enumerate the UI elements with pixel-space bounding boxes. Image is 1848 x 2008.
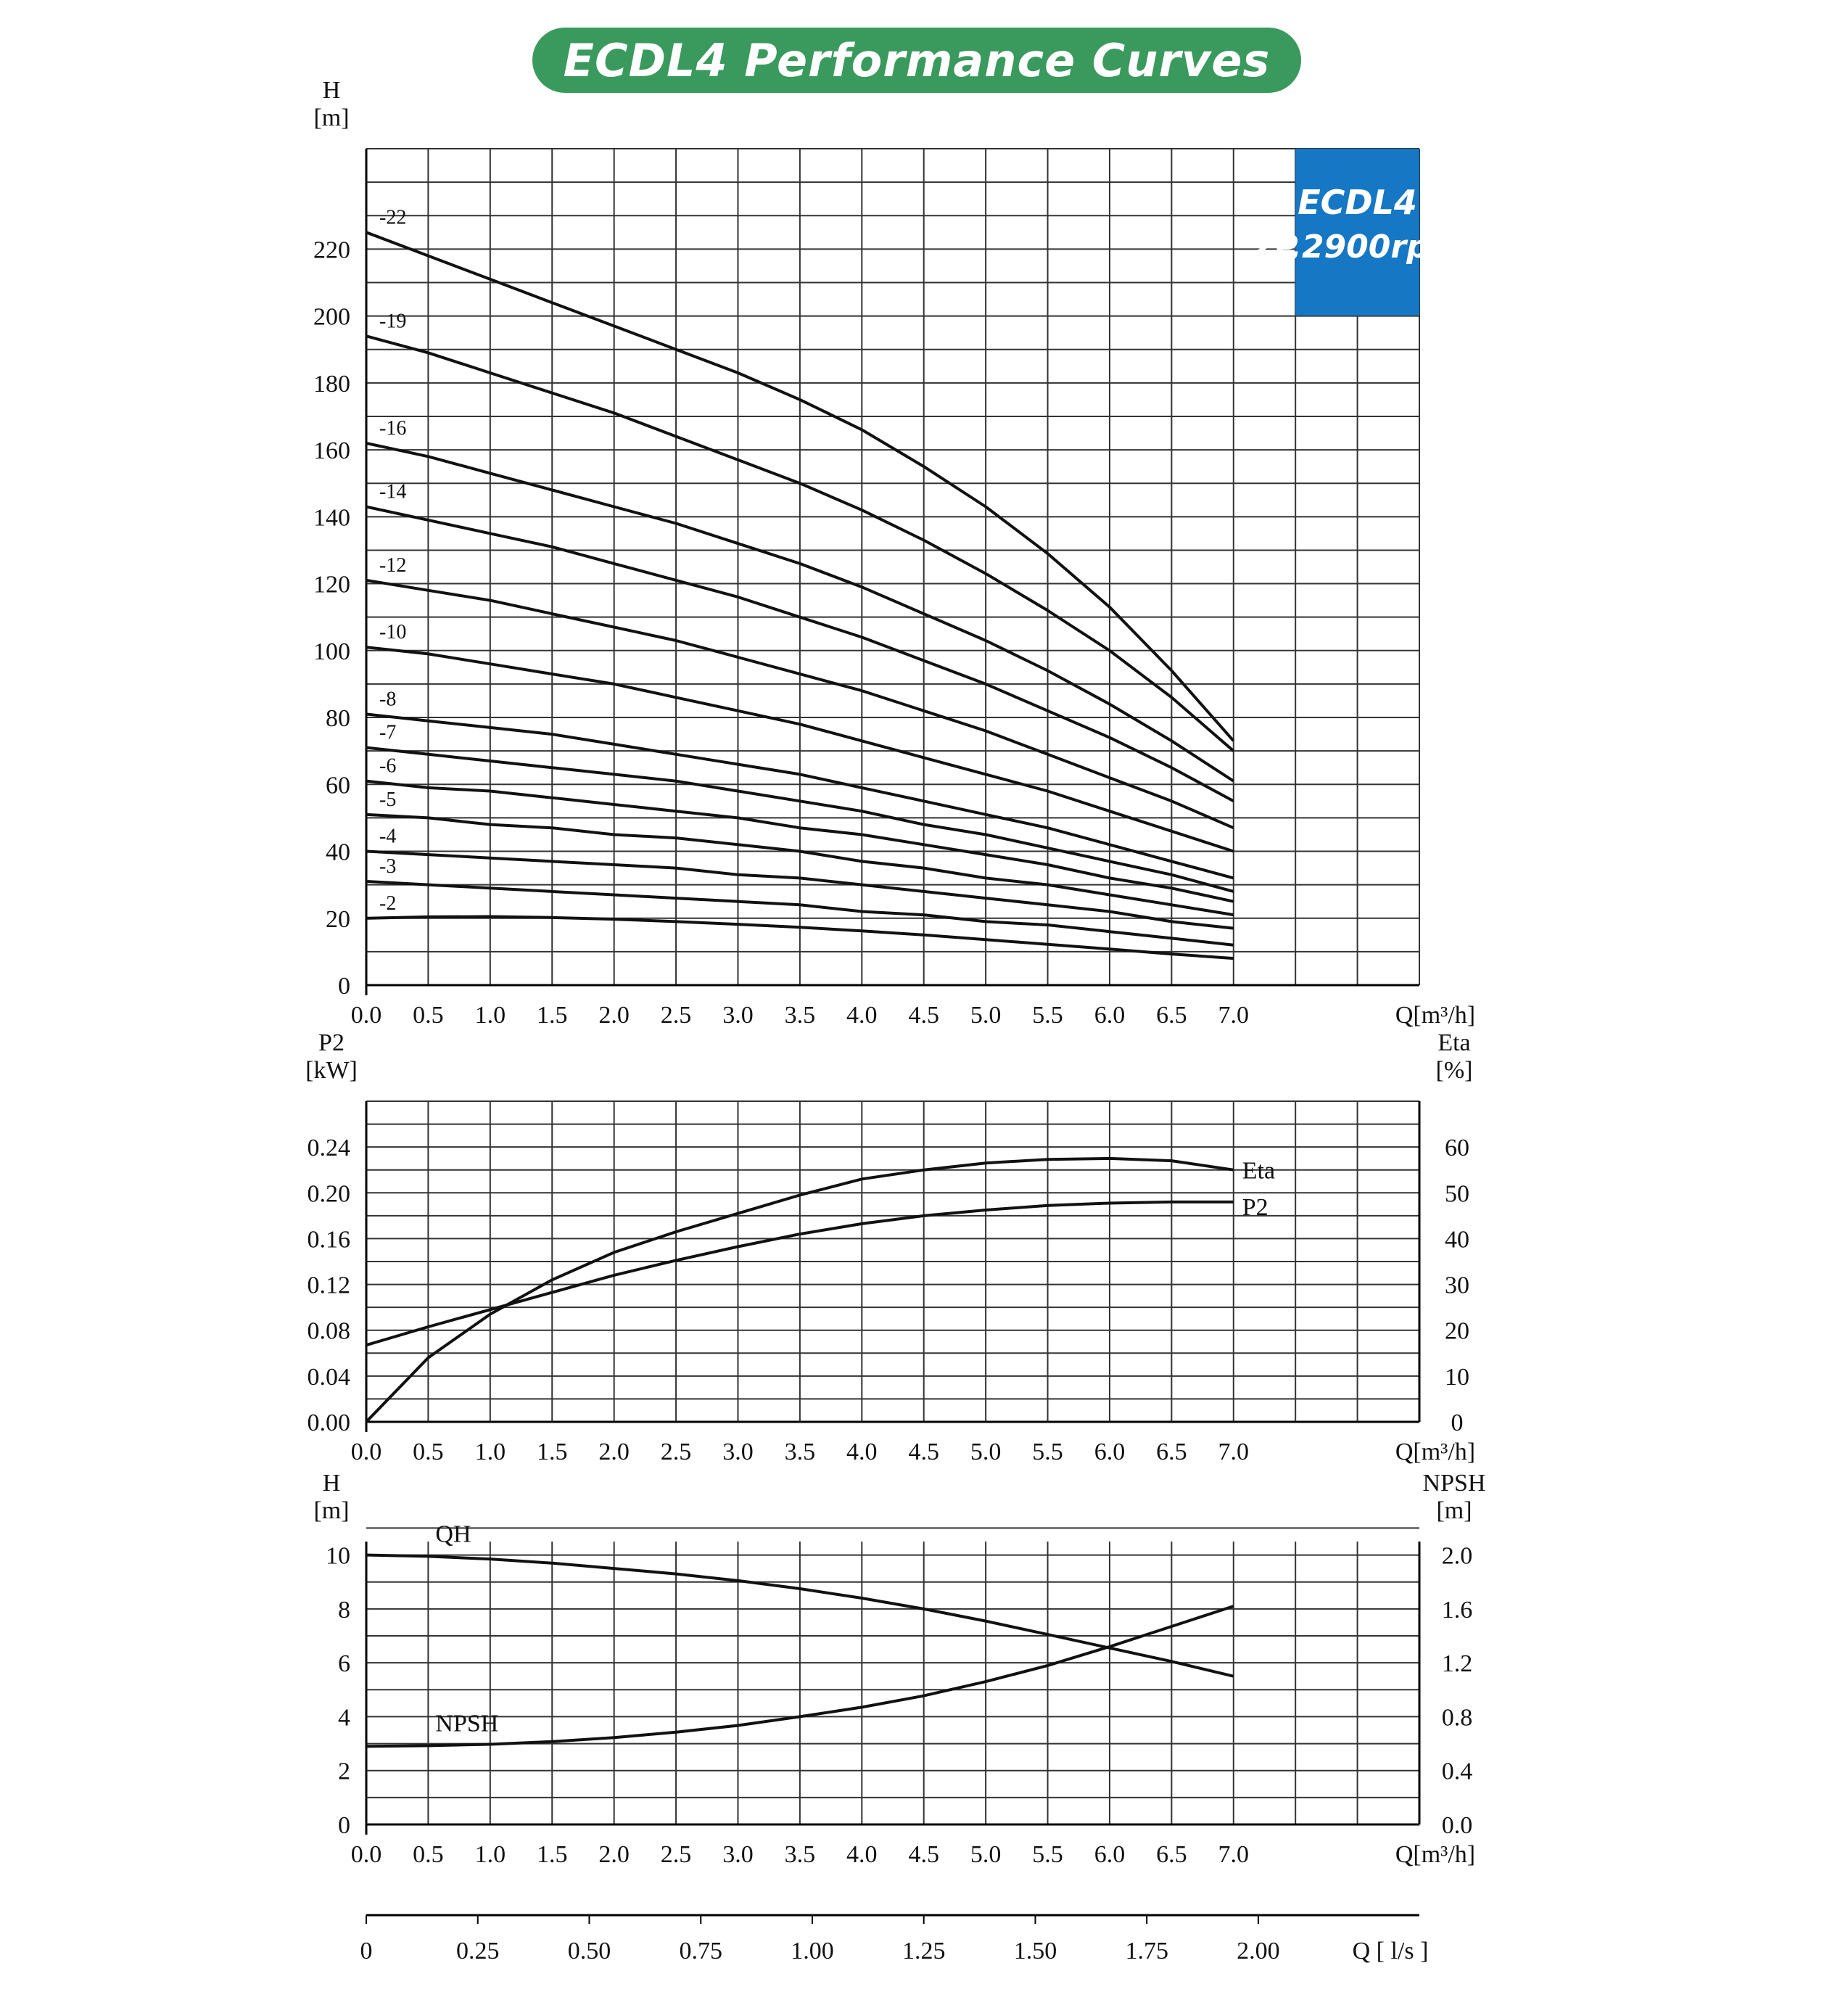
y2-tick-label: 60 [1445, 1135, 1469, 1162]
y-tick-label: 0.04 [307, 1363, 350, 1391]
stage-label: -7 [379, 721, 397, 744]
y-tick-label: 180 [313, 370, 350, 398]
series-label: NPSH [435, 1710, 499, 1737]
x-tick-label: 0.0 [350, 1439, 382, 1465]
secondary-x-axis-label: Q [ l/s ] [1352, 1938, 1429, 1964]
y2-axis-unit: [m] [1436, 1497, 1472, 1524]
stage-label: -3 [379, 855, 397, 879]
stage-label: -6 [379, 754, 397, 778]
y-axis-unit: [kW] [305, 1057, 358, 1084]
y-axis-label: H [322, 77, 341, 104]
x-tick-label: 1.0 [474, 1841, 506, 1868]
x-tick-label: 1.5 [536, 1439, 568, 1465]
y2-tick-label: 1.6 [1441, 1596, 1473, 1624]
x-tick-label: 2.0 [598, 1002, 630, 1029]
chart-head-curves [366, 149, 1419, 995]
x-tick-label: 1.5 [536, 1841, 568, 1868]
y-tick-label: 2 [338, 1758, 350, 1785]
x-tick-label: 1.0 [474, 1439, 506, 1465]
y-tick-label: 0.00 [307, 1410, 350, 1436]
y2-axis-label: Eta [1437, 1029, 1471, 1056]
stage-label: -10 [379, 621, 407, 644]
x-tick-label: 4.0 [846, 1439, 878, 1465]
y2-tick-label: 0.0 [1441, 1812, 1473, 1839]
x-tick-label: 6.0 [1094, 1439, 1126, 1465]
y-axis-unit: [m] [313, 1497, 350, 1524]
stage-label: -19 [379, 310, 407, 333]
secondary-x-tick-label: 1.00 [791, 1938, 834, 1964]
x-tick-label: 1.0 [474, 1002, 506, 1029]
x-tick-label: 4.5 [908, 1002, 939, 1029]
x-tick-label: 4.0 [846, 1841, 878, 1868]
y2-tick-label: 0.4 [1441, 1758, 1473, 1785]
x-tick-label: 3.0 [722, 1841, 754, 1868]
y-tick-label: 0.24 [307, 1135, 350, 1162]
x-tick-label: 4.0 [846, 1002, 878, 1029]
x-tick-label: 3.0 [722, 1439, 754, 1465]
y2-tick-label: 20 [1445, 1317, 1469, 1345]
x-tick-label: 0.5 [413, 1439, 444, 1465]
series-label: Eta [1242, 1157, 1276, 1185]
y-tick-label: 0.12 [307, 1272, 350, 1299]
x-tick-label: 2.5 [660, 1439, 692, 1465]
stage-label: -12 [379, 554, 407, 577]
y-tick-label: 0 [338, 973, 350, 1000]
x-tick-label: 2.5 [660, 1002, 692, 1029]
y-tick-label: 0.20 [307, 1180, 350, 1208]
secondary-x-tick-label: 1.50 [1013, 1938, 1057, 1964]
x-axis-label: Q[m³/h] [1395, 1439, 1476, 1465]
x-tick-label: 3.5 [784, 1002, 816, 1029]
stage-label: -2 [379, 892, 397, 915]
y-tick-label: 0.08 [307, 1317, 350, 1345]
stage-label: -5 [379, 788, 397, 811]
x-tick-label: 3.5 [784, 1439, 816, 1465]
y-tick-label: 220 [313, 236, 350, 264]
x-tick-label: 4.5 [908, 1841, 939, 1868]
y-tick-label: 0.16 [307, 1226, 350, 1254]
stage-label: -16 [379, 416, 407, 440]
model-speed: 2P,2900rpm [1252, 229, 1463, 266]
x-tick-label: 7.0 [1218, 1841, 1250, 1868]
model-name: ECDL4 [1298, 183, 1417, 222]
y-tick-label: 10 [326, 1542, 350, 1570]
y-tick-label: 0 [338, 1812, 350, 1839]
x-tick-label: 3.5 [784, 1841, 816, 1868]
y2-tick-label: 2.0 [1441, 1542, 1473, 1570]
x-tick-label: 2.0 [598, 1439, 630, 1465]
secondary-x-tick-label: 0.50 [567, 1938, 611, 1964]
stage-label: -14 [379, 480, 407, 503]
secondary-x-tick-label: 0.25 [455, 1938, 500, 1964]
x-tick-label: 0.5 [413, 1841, 444, 1868]
x-tick-label: 7.0 [1218, 1439, 1250, 1465]
y2-tick-label: 40 [1445, 1226, 1469, 1254]
y2-axis-label: NPSH [1422, 1470, 1486, 1497]
series-label: QH [435, 1521, 471, 1548]
x-tick-label: 1.5 [536, 1002, 568, 1029]
page-title: ECDL4 Performance Curves [532, 28, 1301, 93]
y-tick-label: 120 [313, 571, 350, 598]
secondary-x-tick-label: 2.00 [1237, 1938, 1280, 1964]
y-tick-label: 100 [313, 638, 350, 665]
y-tick-label: 20 [326, 905, 350, 933]
x-tick-label: 5.0 [970, 1002, 1002, 1029]
x-tick-label: 2.0 [598, 1841, 630, 1868]
y-axis-unit: [m] [313, 104, 350, 131]
x-tick-label: 0.5 [413, 1002, 444, 1029]
x-tick-label: 6.0 [1094, 1841, 1126, 1868]
x-tick-label: 5.5 [1032, 1841, 1063, 1868]
y-tick-label: 6 [338, 1650, 350, 1678]
x-tick-label: 6.5 [1156, 1002, 1187, 1029]
secondary-x-tick-label: 1.75 [1125, 1938, 1168, 1964]
y-tick-label: 80 [326, 705, 350, 733]
y-axis-label: H [322, 1470, 341, 1497]
secondary-x-tick-label: 1.25 [902, 1938, 946, 1964]
secondary-x-tick-label: 0 [360, 1938, 373, 1964]
x-tick-label: 2.5 [660, 1841, 692, 1868]
x-tick-label: 5.0 [970, 1439, 1002, 1465]
chart-power-efficiency [366, 1101, 1419, 1432]
y-tick-label: 40 [326, 839, 350, 866]
y-tick-label: 160 [313, 437, 350, 465]
stage-label: -22 [379, 206, 407, 229]
stage-label: -8 [379, 688, 397, 711]
y-tick-label: 4 [338, 1704, 350, 1732]
y-tick-label: 8 [338, 1596, 350, 1624]
stage-label: -4 [379, 825, 397, 848]
y2-tick-label: 0.8 [1441, 1704, 1473, 1732]
y2-tick-label: 1.2 [1441, 1650, 1473, 1678]
y-tick-label: 60 [326, 772, 350, 799]
chart-qh-npsh [366, 1528, 1419, 1924]
secondary-x-tick-label: 0.75 [679, 1938, 722, 1964]
x-tick-label: 0.0 [350, 1841, 382, 1868]
x-tick-label: 6.0 [1094, 1002, 1126, 1029]
y-axis-label: P2 [318, 1029, 345, 1056]
x-tick-label: 6.5 [1156, 1439, 1187, 1465]
y2-axis-unit: [%] [1435, 1057, 1473, 1084]
x-tick-label: 0.0 [350, 1002, 382, 1029]
x-tick-label: 5.5 [1032, 1002, 1063, 1029]
y2-tick-label: 50 [1445, 1180, 1469, 1208]
series-label: P2 [1242, 1193, 1269, 1221]
x-tick-label: 6.5 [1156, 1841, 1187, 1868]
y2-tick-label: 30 [1445, 1272, 1469, 1299]
x-axis-label: Q[m³/h] [1395, 1002, 1476, 1029]
y2-tick-label: 0 [1451, 1410, 1464, 1436]
x-tick-label: 5.0 [970, 1841, 1002, 1868]
y-tick-label: 140 [313, 504, 350, 532]
x-tick-label: 3.0 [722, 1002, 754, 1029]
x-axis-label: Q[m³/h] [1395, 1841, 1476, 1868]
y2-tick-label: 10 [1445, 1363, 1469, 1391]
y-tick-label: 200 [313, 303, 350, 331]
x-tick-label: 4.5 [908, 1439, 939, 1465]
x-tick-label: 5.5 [1032, 1439, 1063, 1465]
x-tick-label: 7.0 [1218, 1002, 1250, 1029]
